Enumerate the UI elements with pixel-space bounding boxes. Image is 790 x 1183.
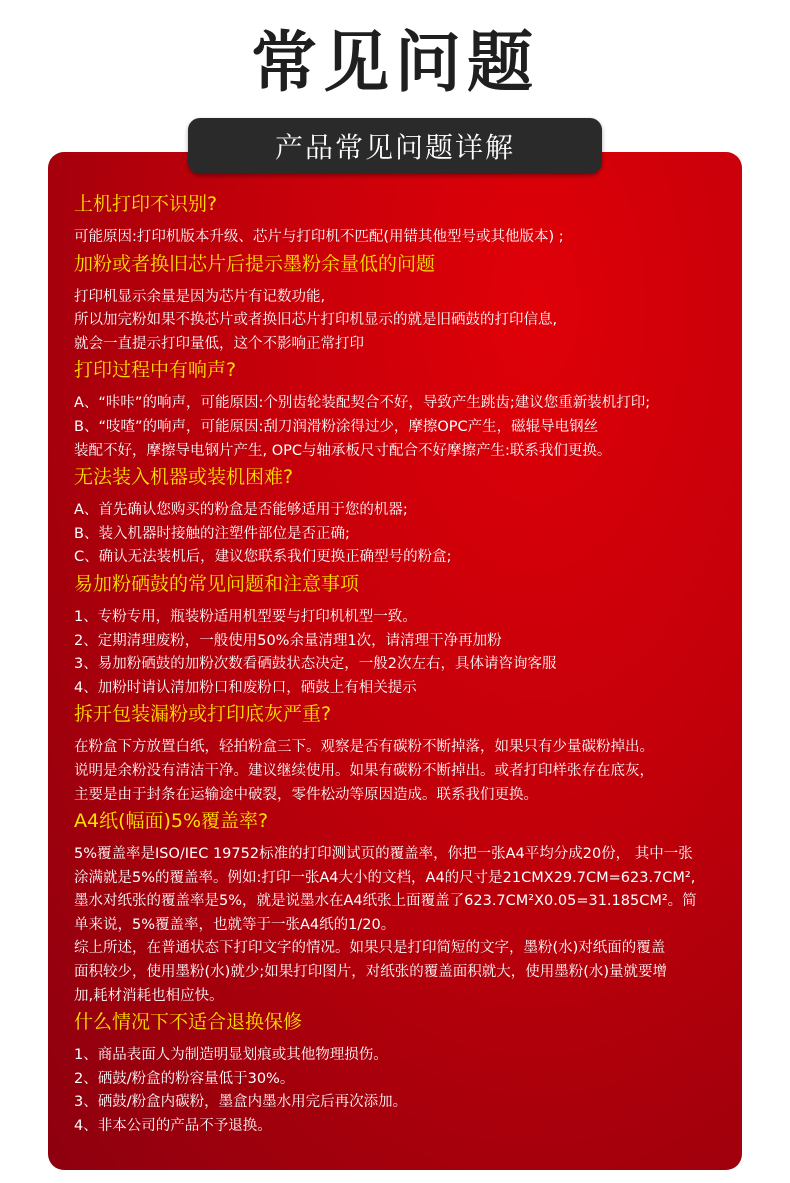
question-heading: A4纸(幅面)5%覆盖率? — [74, 810, 269, 833]
question-heading: 拆开包装漏粉或打印底灰严重? — [74, 703, 332, 726]
answer-line: 说明是余粉没有清洁干净。建议继续使用。如果有碳粉不断掉出。或者打印样张存在底灰， — [74, 762, 654, 779]
faq-section-leakage — [74, 700, 734, 807]
question-heading: 什么情况下不适合退换保修 — [74, 1011, 303, 1034]
answer-line: 综上所述，在普通状态下打印文字的情况。如果只是打印简短的文字，墨粉(水)对纸面的覆盖 — [74, 940, 666, 957]
answer-line: 在粉盒下方放置白纸，轻拍粉盒三下。观察是否有碳粉不断掉落，如果只有少量碳粉掉出。 — [74, 739, 654, 756]
answer-line: 4、加粉时请认清加粉口和废粉口，硒鼓上有相关提示 — [74, 679, 417, 696]
answer-line: 单来说，5%覆盖率，也就等于一张A4纸的1/20。 — [74, 916, 396, 933]
answer-line: A、首先确认您购买的粉盒是否能够适用于您的机器; — [74, 502, 408, 519]
faq-section-refillable-drum — [74, 570, 734, 700]
faq-content — [74, 190, 734, 1139]
answer-line: 加,耗材消耗也相应快。 — [74, 987, 224, 1004]
faq-section-coverage — [74, 807, 734, 1008]
faq-section-recognition — [74, 190, 734, 250]
answer-line: 1、商品表面人为制造明显划痕或其他物理损伤。 — [74, 1047, 388, 1064]
question-heading: 打印过程中有响声? — [74, 359, 237, 382]
answer-line: 1、专粉专用，瓶装粉适用机型要与打印机机型一致。 — [74, 608, 417, 625]
answer-line: 2、硒鼓/粉盒的粉容量低于30%。 — [74, 1070, 295, 1087]
page-title: 常见问题 — [251, 24, 539, 101]
answer-line: B、装入机器时接触的注塑件部位是否正确; — [74, 525, 350, 542]
question-heading: 无法装入机器或装机困难? — [74, 466, 294, 489]
answer-line: 3、硒鼓/粉盒内碳粉，墨盒内墨水用完后再次添加。 — [74, 1094, 408, 1111]
answer-line: 面积较少，使用墨粉(水)就少;如果打印图片，对纸张的覆盖面积就大，使用墨粉(水)量就要增 — [74, 964, 668, 981]
answer-line: B、“吱喳”的响声，可能原因:刮刀润滑粉涂得过少，摩擦OPC产生，磁辊导电钢丝 — [74, 418, 599, 435]
answer-line: 可能原因:打印机版本升级、芯片与打印机不匹配(用错其他型号或其他版本) ; — [74, 229, 564, 245]
answer-line: A、“咔咔”的响声，可能原因:个别齿轮装配契合不好，导致产生跳齿;建议您重新装机打印; — [74, 395, 651, 412]
faq-section-noise — [74, 356, 734, 463]
answer-line: 涂满就是5%的覆盖率。例如:打印一张A4大小的文档，A4的尺寸是21CMX29.7CM=623.7CM², — [74, 869, 696, 886]
answer-line: 2、定期清理废粉，一般使用50%余量清理1次，请清理干净再加粉 — [74, 632, 502, 649]
answer-line: 4、非本公司的产品不予退换。 — [74, 1118, 272, 1135]
question-heading: 易加粉硒鼓的常见问题和注意事项 — [74, 572, 360, 595]
answer-line: C、确认无法装机后，建议您联系我们更换正确型号的粉盒; — [74, 549, 452, 566]
faq-section-return-policy — [74, 1008, 734, 1138]
faq-section-low-toner-warning — [74, 250, 734, 357]
question-heading: 加粉或者换旧芯片后提示墨粉余量低的问题 — [74, 252, 436, 275]
answer-line: 就会一直提示打印量低，这个不影响正常打印 — [74, 335, 364, 352]
answer-line: 打印机显示余量是因为芯片有记数功能, — [74, 288, 326, 305]
answer-line: 5%覆盖率是ISO/IEC 19752标准的打印测试页的覆盖率，你把一张A4平均分成20份， 其中一张 — [74, 846, 693, 863]
answer-line: 3、易加粉硒鼓的加粉次数看硒鼓状态决定，一般2次左右，具体请咨询客服 — [74, 656, 557, 673]
faq-banner — [188, 118, 602, 174]
banner-title: 产品常见问题详解 — [274, 131, 515, 164]
answer-line: 主要是由于封条在运输途中破裂，零件松动等原因造成。联系我们更换。 — [74, 786, 538, 803]
answer-line: 墨水对纸张的覆盖率是5%，就是说墨水在A4纸张上面覆盖了623.7CM²X0.05=31.185CM²。简 — [74, 893, 697, 910]
answer-line: 装配不好，摩擦导电钢片产生, OPC与轴承板尺寸配合不好摩擦产生:联系我们更换。 — [74, 442, 612, 459]
answer-line: 所以加完粉如果不换芯片或者换旧芯片打印机显示的就是旧硒鼓的打印信息, — [74, 312, 558, 329]
question-heading: 上机打印不识别? — [74, 193, 218, 215]
faq-section-installation — [74, 463, 734, 570]
